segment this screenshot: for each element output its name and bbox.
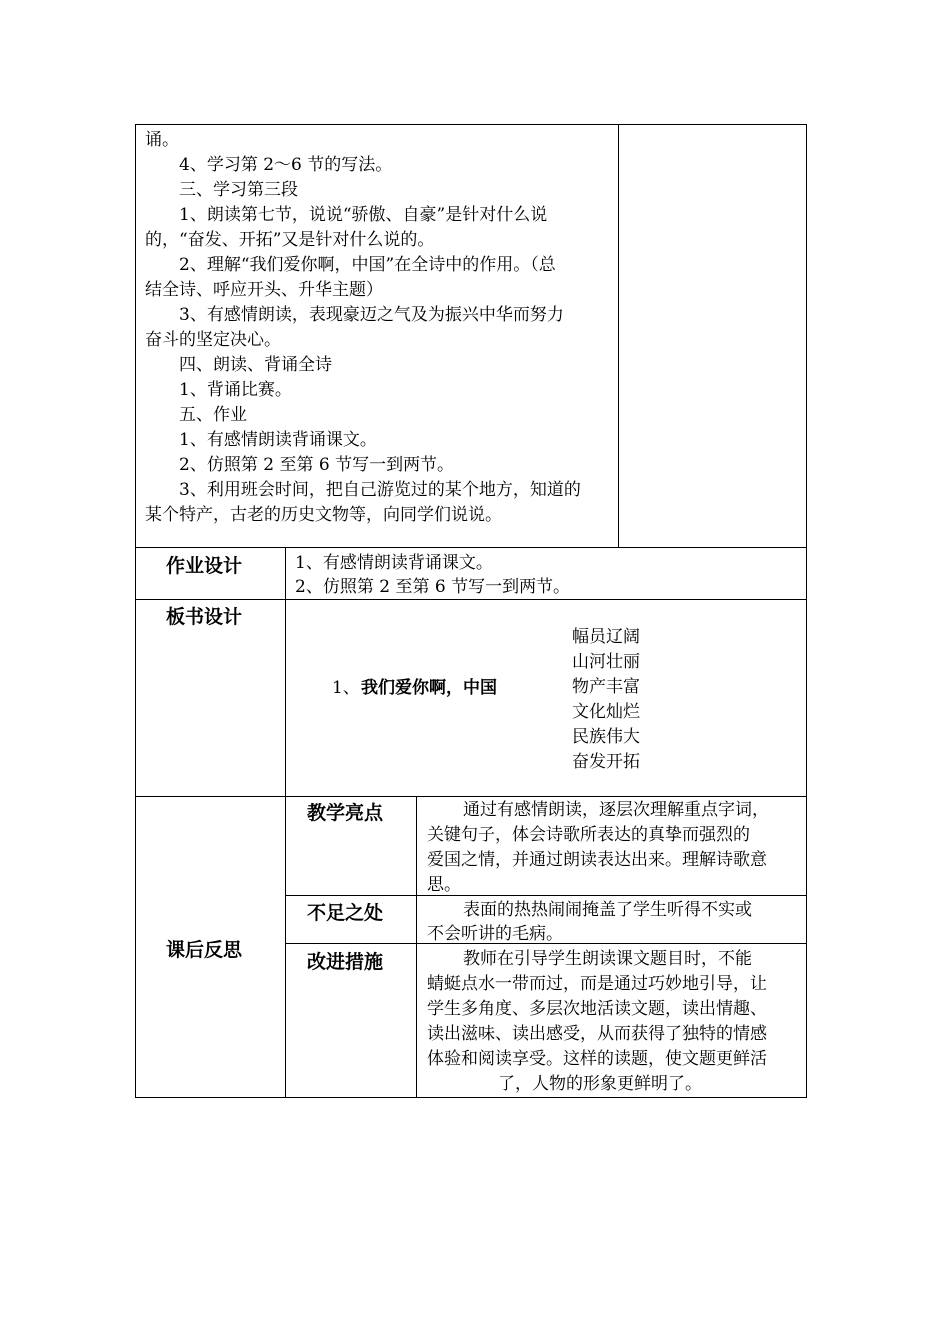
process-line: 4、学习第 2～6 节的写法。 (179, 155, 393, 175)
process-line: 1、朗读第七节，说说“骄傲、自豪”是针对什么说 (179, 205, 548, 225)
reflection-label: 课后反思 (166, 939, 243, 961)
table-border (806, 124, 807, 1098)
board-title: 我们爱你啊，中国 (361, 678, 497, 698)
highlight-line: 思。 (427, 875, 461, 895)
improvement-line: 学生多角度、多层次地活读文题，读出情趣、 (427, 999, 767, 1019)
table-border (618, 124, 619, 548)
table-border (135, 124, 136, 1098)
shortcoming-label: 不足之处 (307, 902, 384, 924)
board-item: 奋发开拓 (572, 752, 640, 772)
process-line: 3、利用班会时间，把自己游览过的某个地方，知道的 (179, 480, 581, 500)
board-item: 幅员辽阔 (572, 627, 640, 647)
board-item: 山河壮丽 (572, 652, 640, 672)
process-line: 2、仿照第 2 至第 6 节写一到两节。 (179, 455, 455, 475)
table-border (416, 796, 417, 1098)
board-item: 文化灿烂 (572, 702, 640, 722)
process-line: 某个特产，古老的历史文物等，向同学们说说。 (145, 505, 502, 525)
table-border (135, 1097, 807, 1098)
table-border (285, 895, 807, 896)
highlight-line: 爱国之情，并通过朗读表达出来。理解诗歌意 (427, 850, 767, 870)
board-label: 板书设计 (166, 606, 243, 628)
improvement-line: 蜻蜓点水一带而过，而是通过巧妙地引导，让 (427, 974, 767, 994)
highlight-label: 教学亮点 (307, 802, 384, 824)
process-line: 诵。 (145, 130, 179, 150)
improvement-line: 体验和阅读享受。这样的读题，使文题更鲜活 (427, 1049, 767, 1069)
homework-line: 1、有感情朗读背诵课文。 (295, 553, 493, 573)
homework-label: 作业设计 (166, 555, 243, 577)
improvement-label: 改进措施 (307, 951, 384, 973)
process-line: 奋斗的坚定决心。 (145, 330, 281, 350)
process-line: 3、有感情朗读，表现豪迈之气及为振兴中华而努力 (179, 305, 564, 325)
process-line: 三、学习第三段 (179, 180, 298, 200)
process-line: 2、理解“我们爱你啊，中国”在全诗中的作用。（总 (179, 255, 556, 275)
process-line: 的，“奋发、开拓”又是针对什么说的。 (145, 230, 435, 250)
process-line: 五、作业 (179, 405, 247, 425)
table-border (285, 547, 286, 1098)
table-border (135, 547, 807, 548)
shortcoming-line: 不会听讲的毛病。 (427, 924, 563, 944)
process-line: 四、朗读、背诵全诗 (179, 355, 332, 375)
homework-line: 2、仿照第 2 至第 6 节写一到两节。 (295, 577, 571, 597)
process-line: 1、有感情朗读背诵课文。 (179, 430, 377, 450)
improvement-line: 了，人物的形象更鲜明了。 (498, 1074, 702, 1094)
table-border (135, 124, 807, 125)
improvement-line: 教师在引导学生朗读课文题目时，不能 (463, 949, 752, 969)
shortcoming-line: 表面的热热闹闹掩盖了学生听得不实或 (463, 900, 752, 920)
board-item: 民族伟大 (572, 727, 640, 747)
table-border (135, 796, 807, 797)
process-line: 结全诗、呼应开头、升华主题） (145, 280, 383, 300)
board-title-number: 1、 (332, 678, 360, 698)
highlight-line: 通过有感情朗读，逐层次理解重点字词， (463, 800, 769, 820)
process-line: 1、背诵比赛。 (179, 380, 292, 400)
highlight-line: 关键句子，体会诗歌所表达的真挚而强烈的 (427, 825, 750, 845)
board-item: 物产丰富 (572, 677, 640, 697)
improvement-line: 读出滋味、读出感受，从而获得了独特的情感 (427, 1024, 767, 1044)
